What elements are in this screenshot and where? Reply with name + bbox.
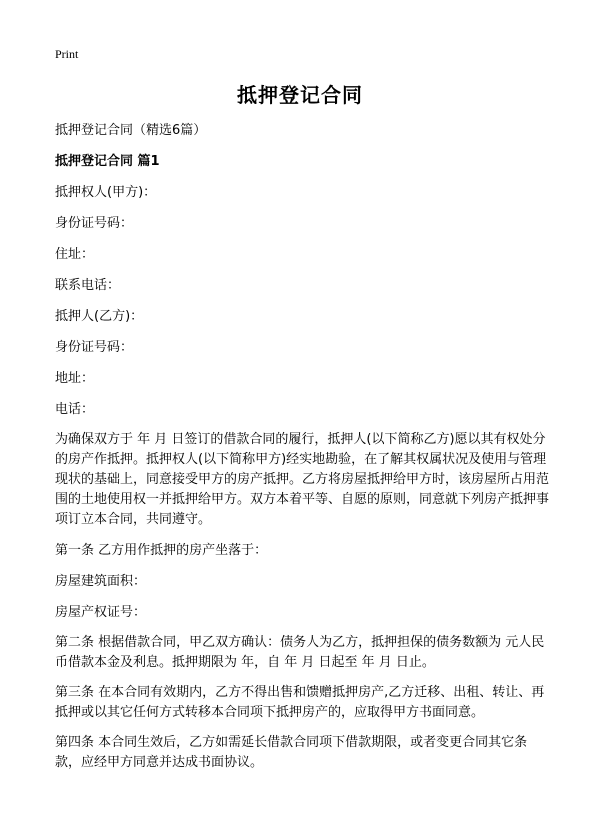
field-mortgagee-id: 身份证号码： [55,216,134,231]
field-mortgagor-phone: 电话： [55,402,95,417]
document-title: 抵押登记合同 [237,83,363,107]
field-mortgagor-id: 身份证号码： [55,340,134,355]
field-building-area: 房屋建筑面积： [55,574,147,589]
field-mortgagor: 抵押人(乙方)： [55,309,144,324]
section-heading: 抵押登记合同 篇1 [55,154,160,169]
article-3: 第三条 在本合同有效期内，乙方不得出售和馈赠抵押房产,乙方迁移、出租、转让、再抵押或以其它任何方式转移本合同项下抵押房产的，应取得甲方书面同意。 [55,685,545,720]
field-property-cert: 房屋产权证号： [55,605,147,620]
document-subtitle: 抵押登记合同（精选6篇） [55,123,207,138]
article-2: 第二条 根据借款合同，甲乙双方确认：债务人为乙方，抵押担保的债务数额为 元人民币借款本金及利息。抵押期限为 年，自 年 月 日起至 年 月 日止。 [55,635,545,670]
field-mortgagee-address: 住址： [55,247,95,262]
intro-paragraph: 为确保双方于 年 月 日签订的借款合同的履行，抵押人(以下简称乙方)愿以其有权处分的房产作抵押。抵押权人(以下简称甲方)经实地勘验，在了解其权属状况及使用与管理现状的基础上，同意接受甲方的房产抵押。乙方将房屋抵押给甲方时，该房屋所占用范围的土地使用权一并抵押给甲方。双方本着平等、自愿的原则，同意就下列房产抵押事项订立本合同，共同遵守。 [55,432,550,527]
article-4: 第四条 本合同生效后，乙方如需延长借款合同项下借款期限，或者变更合同其它条款，应经甲方同意并达成书面协议。 [55,735,528,770]
print-link[interactable]: Print [55,47,79,61]
article-1: 第一条 乙方用作抵押的房产坐落于： [55,543,268,558]
document-body [55,120,550,783]
field-mortgagee-phone: 联系电话： [55,278,121,293]
field-mortgagee: 抵押权人(甲方)： [55,185,157,200]
field-mortgagor-address: 地址： [55,371,95,386]
